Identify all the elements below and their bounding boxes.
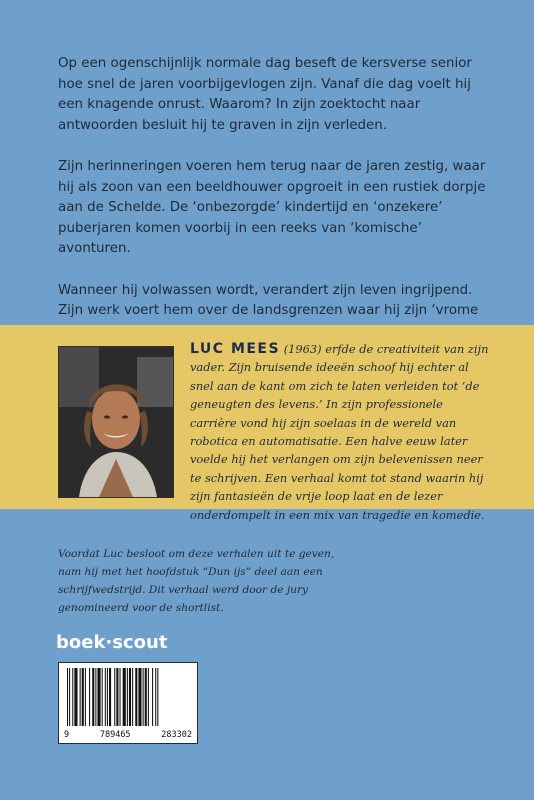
author-portrait-image: [59, 347, 173, 497]
author-photo: [58, 346, 174, 498]
publisher-logo-dot: ·: [105, 632, 113, 653]
barcode-bar: [97, 668, 100, 726]
blurb-paragraph-1: Op een ogenschijnlijk normale dag beseft de kersverse senior hoe snel de jaren voorbijgevlogen zijn. Vanaf die dag voelt hij een knagende onrust. Waarom? In zijn zoektocht naar antwoorden besluit hij te graven in zijn verleden.: [58, 56, 472, 133]
barcode-bars: [65, 668, 191, 726]
barcode-bar: [123, 668, 126, 726]
barcode-bar: [80, 668, 81, 726]
barcode-bar: [74, 668, 77, 726]
barcode-bar: [129, 668, 131, 726]
barcode-bar: [132, 668, 133, 726]
barcode-bar: [135, 668, 137, 726]
barcode-bar: [152, 668, 153, 726]
barcode-bar: [85, 668, 86, 726]
barcode-bar: [67, 668, 68, 726]
barcode-bar: [102, 668, 103, 726]
publisher-logo: [56, 632, 167, 653]
barcode-bar: [143, 668, 144, 726]
barcode-bar: [109, 668, 111, 726]
back-cover-blurb: [58, 54, 498, 363]
barcode-bar: [127, 668, 128, 726]
barcode-bar: [138, 668, 141, 726]
author-name: LUC MEES: [190, 341, 281, 357]
blurb-paragraph-2: Zijn herinneringen voeren hem terug naar de jaren zestig, waar hij als zoon van een beeldhouwer opgroeit in een rustiek dorpje aan de Schelde. De ‘onbezorgde’ kindertijd en ‘onzekere’ puberjaren komen voorbij in een reeks van ‘komische’ avonturen.: [58, 158, 486, 257]
barcode-bar: [107, 668, 108, 726]
barcode-group-2: 283302: [161, 730, 192, 740]
author-band: [0, 325, 534, 522]
barcode-bar: [114, 668, 115, 726]
author-bio-text: (1963) erfde de creativiteit van zijn vader. Zijn bruisende ideeën schoof hij echter al snel aan de kant om zich te laten verleiden tot ‘de geneugten des levens.’ In zijn professionele carrière vond hij zijn soelaas in de wereld van robotica en automatisatie. Een halve eeuw later voelde hij het verlangen om zijn belevenissen neer te schrijven. Een verhaal komt tot stand waarin hij zijn fantasieën de vrije loop laat en de lezer onderdompelt in een mix van tragedie en komedie.: [190, 342, 489, 522]
barcode-bar: [157, 668, 158, 726]
competition-note: Voordat Luc besloot om deze verhalen uit te geven, nam hij met het hoofdstuk “Dun ijs” deel aan een schrijfwedstrijd. Dit verhaal werd door de jury genomineerd voor de shortlist.: [58, 548, 335, 614]
barcode-bar: [120, 668, 121, 726]
barcode-bar: [95, 668, 96, 726]
barcode-bar: [92, 668, 94, 726]
barcode-bar: [148, 668, 149, 726]
barcode-bar: [116, 668, 118, 726]
barcode-lead-digit: 9: [64, 730, 70, 740]
barcode-bar: [89, 668, 90, 726]
barcode-bar: [105, 668, 106, 726]
barcode-group-1: 789465: [99, 730, 131, 740]
barcode-bar: [82, 668, 84, 726]
barcode-digits: [59, 730, 197, 740]
barcode-bar: [72, 668, 73, 726]
barcode-bar: [145, 668, 147, 726]
barcode-bar: [155, 668, 156, 726]
barcode-bar: [69, 668, 70, 726]
isbn-barcode: [58, 662, 198, 744]
publisher-logo-part2: scout: [112, 632, 168, 653]
blurb-paragraph-3: Wanneer hij volwassen wordt, verandert zijn leven ingrijpend. Zijn werk voert hem over de landsgrenzen waar hij zijn ‘vrome: [58, 282, 479, 319]
publisher-logo-part1: boek: [56, 632, 106, 653]
author-bio: [190, 340, 490, 524]
